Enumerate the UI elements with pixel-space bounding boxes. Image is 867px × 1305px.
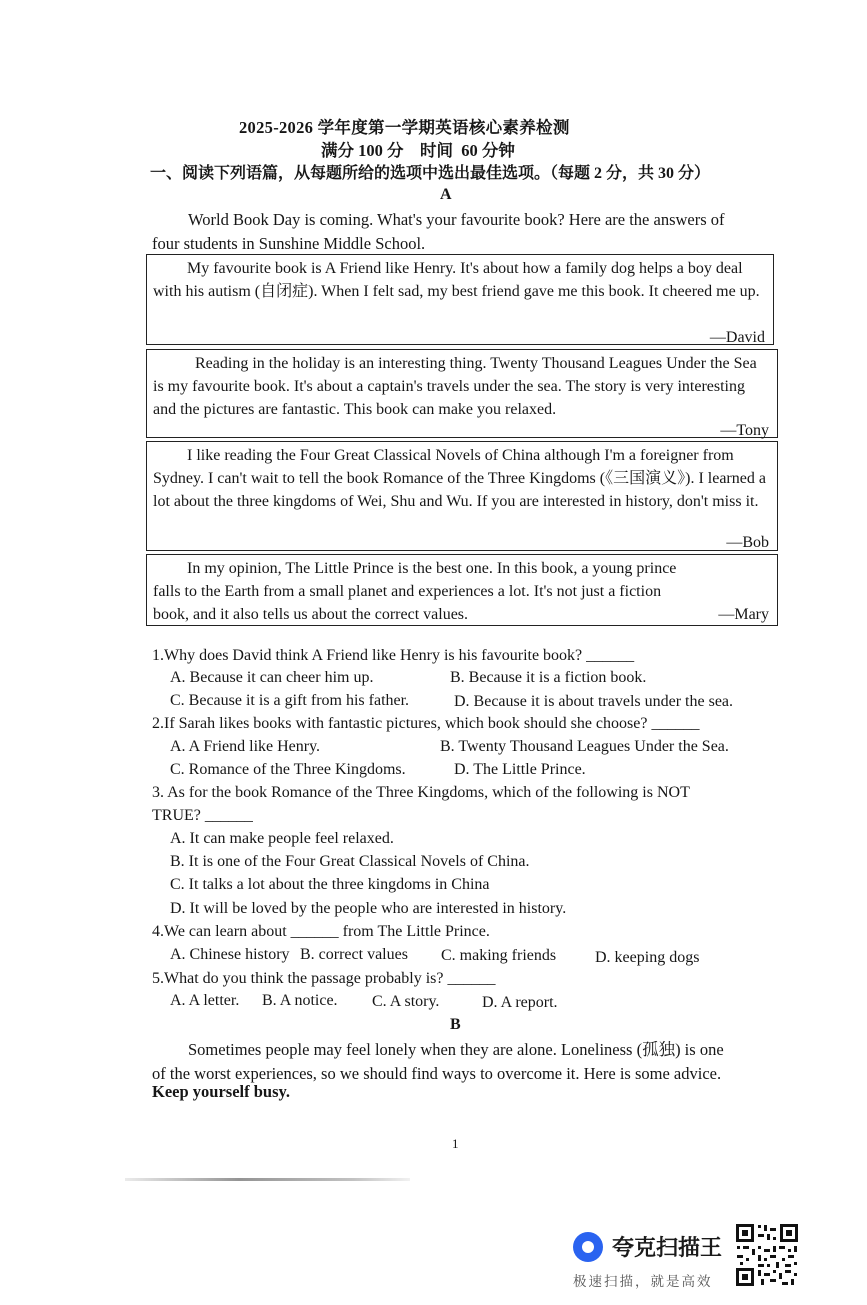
question-2-option-d: D. The Little Prince. <box>454 761 586 778</box>
question-4-stem: 4.We can learn about ______ from The Little Prince. <box>152 923 490 940</box>
question-5-option-a: A. A letter. <box>170 992 240 1009</box>
page-number: 1 <box>452 1136 459 1151</box>
passage-a-intro-line2: four students in Sunshine Middle School. <box>152 234 426 253</box>
question-1-option-d: D. Because it is about travels under the sea. <box>454 693 734 710</box>
answer-author: —Bob <box>726 534 769 551</box>
passage-a-letter: A <box>440 186 452 203</box>
scan-artifact-line <box>125 1178 410 1181</box>
answer-author: —Tony <box>720 422 769 439</box>
question-4-option-c: C. making friends <box>441 947 557 964</box>
passage-b-line1: Sometimes people may feel lonely when they are alone. Loneliness (孤独) is one <box>188 1040 724 1059</box>
question-1-option-b: B. Because it is a fiction book. <box>450 669 647 686</box>
answer-box-bob <box>146 441 778 551</box>
question-1-option-a: A. Because it can cheer him up. <box>170 669 374 686</box>
question-3-option-b: B. It is one of the Four Great Classical Novels of China. <box>170 853 530 870</box>
answer-text: In my opinion, The Little Prince is the best one. In this book, a young prince falls to the Earth from a small planet and experiences a lot. It's not just a fiction book, and it also tells us about the correct values. <box>153 560 677 623</box>
answer-text: I like reading the Four Great Classical Novels of China although I'm a foreigner from Sydney. I can't wait to tell the book Romance of the Three Kingdoms (《三国演义》). I learned a lot about the three kingdoms of Wei, Shu and Wu. If you are interested in history, don't miss it. <box>153 447 766 510</box>
question-3-option-a: A. It can make people feel relaxed. <box>170 830 394 847</box>
exam-subtitle: 满分 100 分 时间 60 分钟 <box>321 141 515 160</box>
answer-text: My favourite book is A Friend like Henry. It's about how a family dog helps a boy deal with his autism (自闭症). When I felt sad, my best friend gave me this book. It cheered me up. <box>153 260 760 300</box>
question-3-option-c: C. It talks a lot about the three kingdoms in China <box>170 876 490 893</box>
answer-box-mary <box>146 554 778 626</box>
passage-a-intro-line1: World Book Day is coming. What's your favourite book? Here are the answers of <box>188 210 725 229</box>
question-5-option-b: B. A notice. <box>262 992 338 1009</box>
question-5-option-d: D. A report. <box>482 994 558 1011</box>
scanner-brand-name: 夸克扫描王 <box>612 1236 723 1261</box>
exam-title: 2025-2026 学年度第一学期英语核心素养检测 <box>239 118 570 137</box>
question-1-stem: 1.Why does David think A Friend like Henry is his favourite book? ______ <box>152 647 635 664</box>
question-5-stem: 5.What do you think the passage probably is? ______ <box>152 970 496 987</box>
question-2-option-b: B. Twenty Thousand Leagues Under the Sea. <box>440 738 729 755</box>
answer-box-tony <box>146 349 778 438</box>
question-2-stem: 2.If Sarah likes books with fantastic pictures, which book should she choose? ______ <box>152 715 700 732</box>
question-4-option-d: D. keeping dogs <box>595 949 700 966</box>
qr-code-icon <box>734 1222 800 1288</box>
question-2-option-c: C. Romance of the Three Kingdoms. <box>170 761 406 778</box>
scanner-logo-icon <box>573 1232 603 1262</box>
answer-box-david <box>146 254 774 345</box>
question-3-stem-line2: TRUE? ______ <box>152 807 253 824</box>
question-4-option-b: B. correct values <box>300 946 408 963</box>
answer-text: Reading in the holiday is an interesting thing. Twenty Thousand Leagues Under the Sea is my favourite book. It's about a captain's travels under the sea. The story is very interesting and the pictures are fantastic. This book can make you relaxed. <box>153 355 757 418</box>
question-5-option-c: C. A story. <box>372 993 440 1010</box>
scanner-slogan: 极速扫描，就是高效 <box>573 1274 713 1290</box>
question-1-option-c: C. Because it is a gift from his father. <box>170 692 410 709</box>
passage-b-subheading: Keep yourself busy. <box>152 1082 290 1101</box>
question-4-option-a: A. Chinese history <box>170 946 290 963</box>
answer-author: —David <box>709 329 765 346</box>
passage-b-line2: of the worst experiences, so we should find ways to overcome it. Here is some advice. <box>152 1064 722 1083</box>
question-2-option-a: A. A Friend like Henry. <box>170 738 321 755</box>
passage-b-letter: B <box>450 1016 461 1033</box>
question-3-stem-line1: 3. As for the book Romance of the Three Kingdoms, which of the following is NOT <box>152 784 690 801</box>
answer-author: —Mary <box>718 606 769 623</box>
question-3-option-d: D. It will be loved by the people who are interested in history. <box>170 900 567 917</box>
section-heading: 一、阅读下列语篇，从每题所给的选项中选出最佳选项。（每题 2 分，共 30 分） <box>150 165 711 182</box>
